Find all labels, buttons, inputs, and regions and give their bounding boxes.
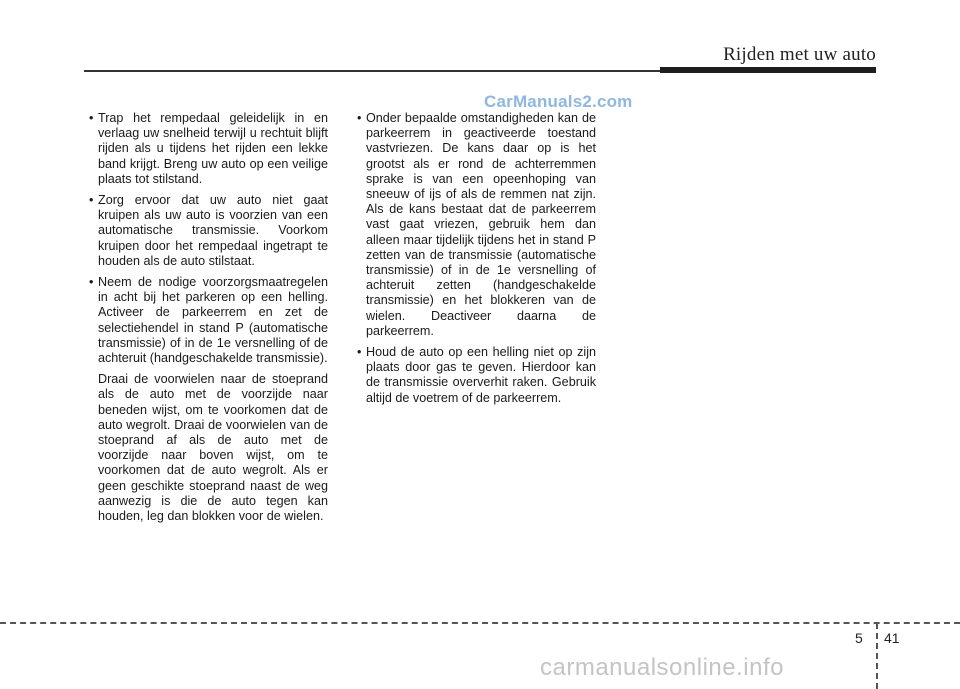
right-column	[357, 111, 596, 412]
footer-divider	[876, 623, 878, 689]
bullet-text: Onder bepaalde omstandigheden kan de parkeerrem in geactiveerde toestand vastvriezen. De kans daar op is het grootst als er rond de achterremmen sprake is van een opeenhoping van sneeuw of ijs of als de remmen nat zijn. Als de kans bestaat dat de parkeerrem vast gaat vriezen, gebruik hem dan alleen maar tijdelijk tijdens het in stand P zetten van de transmissie (automatische transmissie) of in de 1e versnelling of achteruit zetten (handgeschakelde transmissie) en het blokkeren van de wielen. Deactiveer daarna de parkeerrem.	[366, 111, 596, 338]
bullet-item	[357, 345, 596, 406]
bullet-text: Trap het rempedaal geleidelijk in en verlaag uw snelheid terwijl u rechtuit blijft rijden als u tijdens het rijden een lekke band krijgt. Breng uw auto op een veilige plaats tot stilstand.	[98, 111, 328, 186]
footer-rule	[0, 622, 960, 624]
bullet-icon: •	[89, 111, 94, 125]
bullet-text: Neem de nodige voorzorgsmaatregelen in acht bij het parkeren op een helling. Activeer de parkeerrem en zet de selectiehendel in stand P (automatische transmissie) of in de 1e versnelling of de achteruit (handgeschakelde transmissie).	[98, 275, 328, 366]
bullet-icon: •	[357, 111, 362, 125]
paragraph: Draai de voorwielen naar de stoeprand als de auto met de voorzijde naar beneden wijst, om te voorkomen dat de auto wegrolt. Draai de voorwielen van de stoeprand af als de auto met de voorzijde naar boven wijst, om te voorkomen dat de auto wegrolt. Als er geen geschikte stoeprand naast de weg aanwezig is die de auto tegen kan houden, leg dan blokken voor de wielen.	[98, 372, 328, 524]
bullet-item	[89, 193, 328, 269]
header-title: Rijden met uw auto	[723, 44, 876, 65]
bullet-item	[89, 111, 328, 187]
header-rule-thick	[660, 67, 876, 73]
watermark-top[interactable]: CarManuals2.com	[484, 92, 633, 111]
bullet-icon: •	[89, 275, 94, 290]
bullet-icon: •	[89, 193, 94, 208]
header-rule-thin	[84, 70, 660, 72]
bullet-item	[89, 275, 328, 366]
bullet-icon: •	[357, 345, 362, 360]
watermark-bottom[interactable]: carmanualsonline.info	[540, 654, 784, 681]
bullet-text: Zorg ervoor dat uw auto niet gaat kruipen als uw auto is voorzien van een automatische transmissie. Voorkom kruipen door het rempedaal ingetrapt te houden als de auto stilstaat.	[98, 193, 328, 268]
chapter-number: 5	[855, 630, 863, 646]
bullet-text: Houd de auto op een helling niet op zijn plaats door gas te geven. Hierdoor kan de transmissie oververhit raken. Gebruik altijd de voetrem of de parkeerrem.	[366, 345, 596, 405]
bullet-item	[357, 111, 596, 339]
page-number: 41	[884, 630, 900, 646]
left-column	[89, 111, 328, 530]
